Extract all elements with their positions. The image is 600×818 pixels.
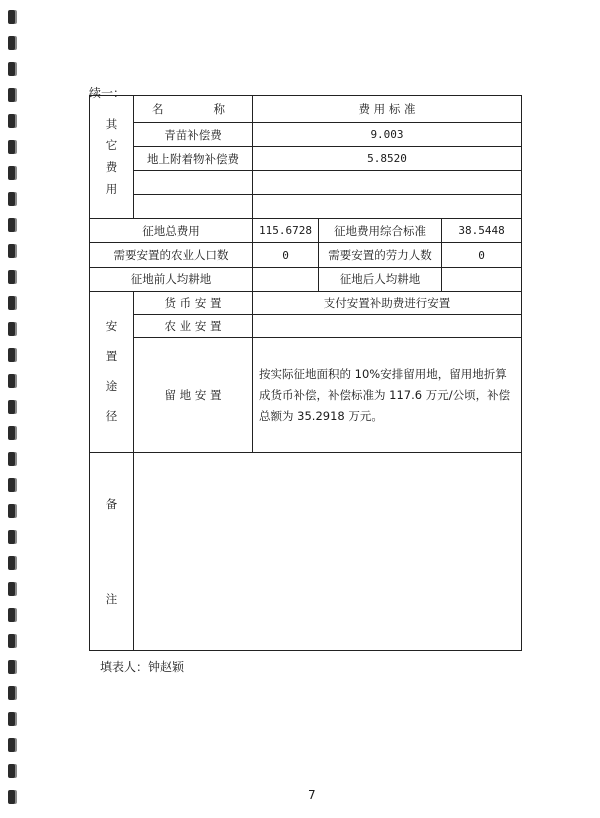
- other-fees-section-label: 其 它 费 用: [90, 96, 134, 219]
- currency-resettlement-value: 支付安置补助费进行安置: [253, 291, 522, 314]
- total-fee-value: 115.6728: [253, 219, 319, 243]
- land-before-label: 征地前人均耕地: [90, 267, 253, 291]
- fee-item-name: [134, 195, 253, 219]
- agri-population-value: 0: [253, 243, 319, 267]
- reserved-land-resettlement-value: 按实际征地面积的 10%安排留用地，留用地折算成货币补偿，补偿标准为 117.6 万元/公顷，补偿总额为 35.2918 万元。: [253, 337, 522, 452]
- land-before-value: [253, 267, 319, 291]
- remarks-section-label: 备 注: [90, 453, 134, 651]
- fee-item-name: 青苗补偿费: [134, 123, 253, 147]
- land-after-value: [442, 267, 522, 291]
- fee-item-value: [253, 195, 522, 219]
- remarks-content: [134, 453, 522, 651]
- currency-resettlement-label: 货 币 安 置: [134, 291, 253, 314]
- labor-count-value: 0: [442, 243, 522, 267]
- labor-count-label: 需要安置的劳力人数: [319, 243, 442, 267]
- fee-item-value: 9.003: [253, 123, 522, 147]
- agriculture-resettlement-label: 农 业 安 置: [134, 314, 253, 337]
- fee-item-value: [253, 171, 522, 195]
- land-acquisition-form: [89, 95, 522, 651]
- fee-item-value: 5.8520: [253, 147, 522, 171]
- page-number: 7: [308, 788, 316, 802]
- continuation-label: 续一：: [89, 86, 126, 100]
- fee-item-name: [134, 171, 253, 195]
- resettlement-section-label: 安 置 途 径: [90, 291, 134, 453]
- fee-item-name: 地上附着物补偿费: [134, 147, 253, 171]
- composite-standard-label: 征地费用综合标准: [319, 219, 442, 243]
- col-header-name: 名 称: [134, 96, 253, 123]
- col-header-fee-standard: 费 用 标 准: [253, 96, 522, 123]
- composite-standard-value: 38.5448: [442, 219, 522, 243]
- reserved-land-resettlement-label: 留 地 安 置: [134, 337, 253, 452]
- agri-population-label: 需要安置的农业人口数: [90, 243, 253, 267]
- agriculture-resettlement-value: [253, 314, 522, 337]
- total-fee-label: 征地总费用: [90, 219, 253, 243]
- land-after-label: 征地后人均耕地: [319, 267, 442, 291]
- spiral-binding: [4, 10, 20, 810]
- form-filler: 填表人：钟赵颖: [100, 660, 185, 674]
